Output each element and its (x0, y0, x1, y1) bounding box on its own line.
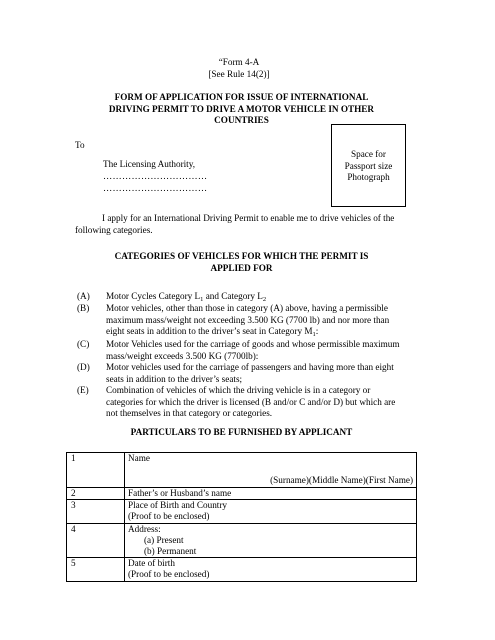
table-row (67, 500, 417, 523)
table-row (67, 453, 417, 488)
category-item-e: (E) Combination of vehicles of which the driving vehicle is in a category or categories for which the driver is licensed (B and/or C and/or D) but which are not themselves in that category or categories. (77, 385, 396, 419)
application-statement-cont: following categories. (75, 225, 153, 235)
name-format-note: (Surname)(Middle Name)(First Name) (270, 474, 413, 485)
category-item-c: (C) Motor Vehicles used for the carriage of goods and whose permissible maximum mass/weight exceeds 3.500 KG (7700lb): (77, 339, 400, 361)
table-row (67, 558, 417, 581)
category-item-a: (A) Motor Cycles Category $L_1$ and Category $L_2$ (77, 291, 267, 303)
row-number: 5 (67, 558, 125, 581)
particulars-heading: PARTICULARS TO BE FURNISHED BY APPLICANT (130, 427, 353, 437)
category-label: (D) (77, 362, 90, 372)
row-field[interactable]: Date of birth (Proof to be enclosed) (125, 558, 417, 581)
row-number: 4 (67, 523, 125, 558)
row-field[interactable]: Place of Birth and Country (Proof to be enclosed) (125, 500, 417, 523)
categories-heading-line: APPLIED FOR (210, 262, 273, 273)
category-item-d: (D) Motor vehicles used for the carriage of passengers and having more than eight seats in addition to the driver’s seats; (77, 362, 394, 384)
category-label: (C) (77, 339, 90, 349)
category-label: (E) (77, 385, 89, 395)
to-label: To (75, 140, 85, 150)
category-label: (A) (77, 291, 90, 301)
categories-heading (66, 251, 417, 274)
table-row (67, 523, 417, 558)
address-dots-line: …………………………… (103, 183, 208, 193)
form-title-line: FORM OF APPLICATION FOR ISSUE OF INTERNATIONAL (114, 92, 369, 102)
categories-heading-line: CATEGORIES OF VEHICLES FOR WHICH THE PERMIT IS (114, 251, 369, 261)
row-number: 3 (67, 500, 125, 523)
row-field[interactable]: Father’s or Husband’s name (125, 488, 417, 500)
form-title-line: COUNTRIES (214, 115, 269, 126)
table-row (67, 488, 417, 500)
form-title-line: DRIVING PERMIT TO DRIVE A MOTOR VEHICLE IN OTHER (108, 103, 375, 114)
category-label: (B) (77, 303, 90, 313)
address-dots-line: …………………………… (103, 171, 208, 181)
row-number: 1 (67, 453, 125, 488)
photo-box-text: Passport size (344, 160, 393, 171)
photo-box-text: Photograph (347, 172, 390, 183)
licensing-authority: The Licensing Authority, (103, 159, 196, 169)
particulars-table (66, 452, 417, 582)
photo-box-text: Space for (351, 149, 386, 159)
row-field[interactable]: Address: (a) Present (b) Permanent (125, 523, 417, 558)
form-title (66, 92, 417, 127)
row-field[interactable]: Name (Surname)(Middle Name)(First Name) (125, 453, 417, 488)
application-statement: I apply for an International Driving Permit to enable me to drive vehicles of the (102, 213, 395, 223)
photograph-box (331, 124, 406, 207)
row-number: 2 (67, 488, 125, 500)
category-item-b: (B) Motor vehicles, other than those in category (A) above, having a permissible maximum mass/weight not exceeding 3.500 KG (7700 lb) and nor more than eight seats in addition to the driver’s seat in Category $M_1$: (77, 303, 390, 339)
rule-reference: [See Rule 14(2)] (208, 69, 270, 79)
form-number: “Form 4-A (218, 57, 260, 67)
